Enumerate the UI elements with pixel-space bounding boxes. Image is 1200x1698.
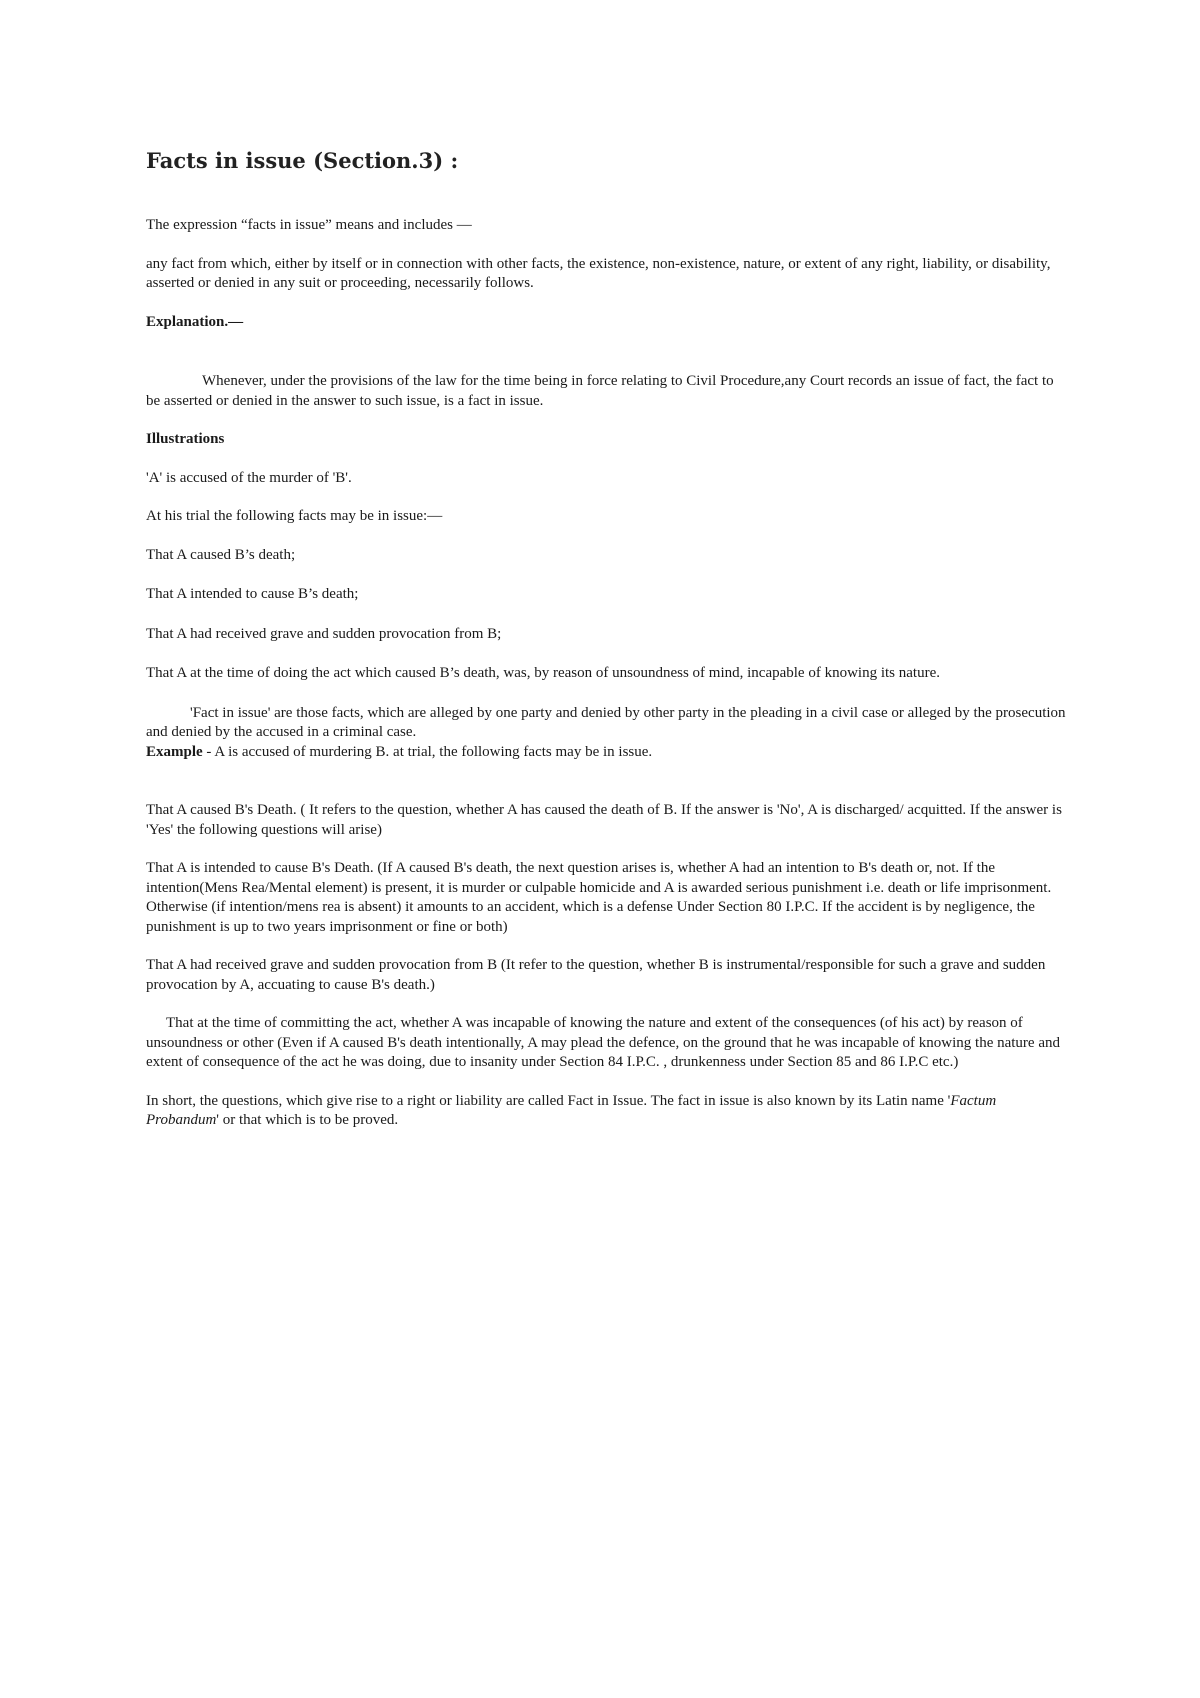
explain-paragraph-4: That at the time of committing the act, whether A was incapable of knowing the nature and extent of the consequences (of his act) by reason of unsoundness or other (Even if A caused B's death intentionally, A may plead the defence, on the ground that he was incapable of knowing the nature and extent of consequence of the act he was doing, due to insanity under Section 84 I.P.C. , drunkenness under Section 85 and 86 I.P.C etc.) (146, 1015, 1060, 1070)
fact-item: That A intended to cause B’s death; (146, 586, 359, 602)
page-title: Facts in issue (Section.3) : (146, 148, 459, 173)
example-paragraph (146, 743, 1066, 763)
fact-in-issue-definition: 'Fact in issue' are those facts, which are alleged by one party and denied by other party in the pleading in a civil case or alleged by the prosecution and denied by the accused in a criminal case. (146, 704, 1066, 740)
summary-paragraph (146, 1092, 1066, 1131)
summary-text-after: ' or that which is to be proved. (216, 1112, 399, 1128)
explain-paragraph-1: That A caused B's Death. ( It refers to the question, whether A has caused the death of B. If the answer is 'No', A is discharged/ acquitted. If the answer is 'Yes' the following questions will arise) (146, 802, 1062, 838)
definition-paragraph: any fact from which, either by itself or in connection with other facts, the existence, non-existence, nature, or extent of any right, liability, or disability, asserted or denied in any suit or proceeding, necessarily follows. (146, 255, 1051, 291)
summary-text-before: In short, the questions, which give rise to a right or liability are called Fact in Issue. The fact in issue is also known by its Latin name ' (146, 1092, 951, 1109)
explain-paragraph-2: That A is intended to cause B's Death. (If A caused B's death, the next question arises is, whether A had an intention to B's death or, not. If the intention(Mens Rea/Mental element) is present, it is murder or culpable homicide and A is awarded serious punishment i.e. death or life imprisonment. Otherwise (if intention/mens rea is absent) it amounts to an accident, which is a defense Under Section 80 I.P.C. If the accident is by negligence, the punishment is up to two years imprisonment or fine or both) (146, 860, 1052, 935)
intro-paragraph: The expression “facts in issue” means and includes — (146, 217, 472, 233)
illustration-intro: 'A' is accused of the murder of 'B'. (146, 469, 352, 486)
fact-item: That A at the time of doing the act which caused B’s death, was, by reason of unsoundness of mind, incapable of knowing its nature. (146, 665, 940, 681)
latin-term: Factum Probandum (146, 1092, 997, 1128)
explain-paragraph-3: That A had received grave and sudden provocation from B (It refer to the question, whether B is instrumental/responsible for such a grave and sudden provocation by A, accuating to cause B's death.) (146, 957, 1046, 993)
document-body (146, 148, 1066, 1150)
trial-line: At his trial the following facts may be in issue:— (146, 508, 443, 524)
illustrations-heading: Illustrations (146, 431, 225, 447)
explanation-paragraph: Whenever, under the provisions of the law for the time being in force relating to Civil Procedure,any Court records an issue of fact, the fact to be asserted or denied in the answer to such issue, is a fact in issue. (146, 373, 1054, 409)
example-text: - A is accused of murdering B. at trial, the following facts may be in issue. (202, 743, 653, 760)
facts-list (146, 546, 1066, 684)
fact-item: That A had received grave and sudden provocation from B; (146, 625, 502, 642)
explanation-heading: Explanation.— (146, 313, 244, 330)
example-label: Example (146, 743, 203, 760)
fact-item: That A caused B’s death; (146, 546, 296, 563)
